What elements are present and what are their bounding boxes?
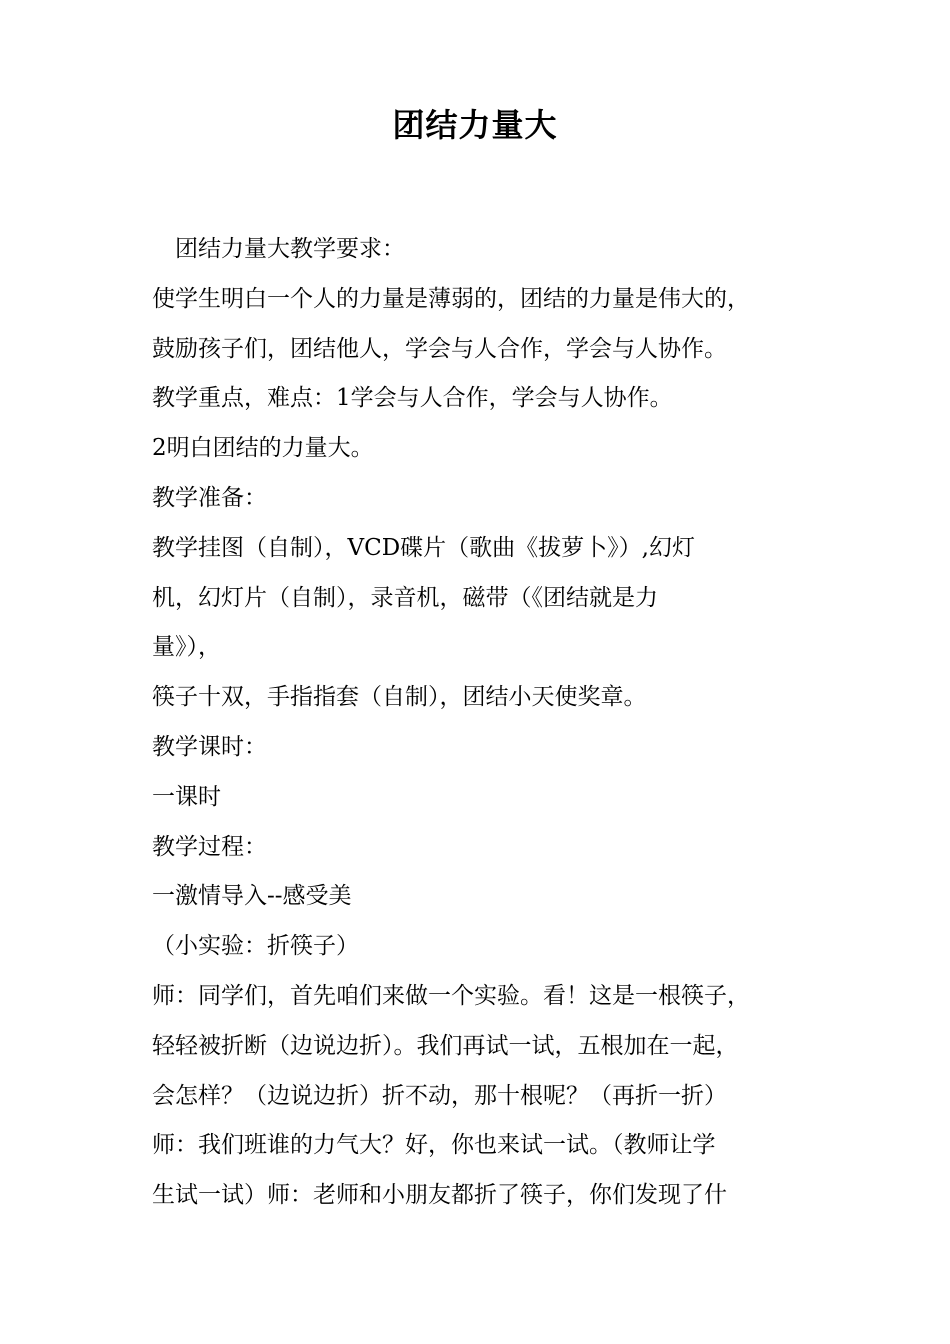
body-line: 团结力量大教学要求： [152,236,405,262]
body-line: 师：同学们，首先咱们来做一个实验。看！这是一根筷子， [152,982,750,1009]
body-line: 教学挂图（自制），VCD碟片（歌曲《拔萝卜》）,幻灯 [152,534,695,561]
body-line: （小实验：折筷子） [152,933,359,960]
body-line: 轻轻被折断（边说边折）。我们再试一试，五根加在一起， [152,1032,739,1059]
document-title: 团结力量大 [392,106,558,144]
body-line: 机，幻灯片（自制），录音机，磁带（《团结就是力 [152,584,658,611]
body-line: 教学课时： [152,733,267,760]
body-line: 2明白团结的力量大。 [152,435,374,462]
body-line: 生试一试）师：老师和小朋友都折了筷子，你们发现了什 [152,1182,727,1209]
body-line: 教学重点，难点：1学会与人合作，学会与人协作。 [152,385,673,412]
body-line: 会怎样？（边说边折）折不动，那十根呢？（再折一折） [152,1082,727,1109]
body-line: 一激情导入--感受美 [152,883,352,910]
body-line: 教学过程： [152,833,267,860]
body-line: 使学生明白一个人的力量是薄弱的，团结的力量是伟大的， [152,285,750,312]
document-body [152,225,822,1221]
body-line: 鼓励孩子们，团结他人，学会与人合作，学会与人协作。 [152,335,727,362]
body-line: 量》）， [152,634,221,661]
body-line: 筷子十双，手指指套（自制），团结小天使奖章。 [152,684,647,711]
body-line: 一课时 [152,783,221,810]
body-line: 师：我们班谁的力气大？好，你也来试一试。（教师让学 [152,1132,716,1159]
body-line: 教学准备： [152,484,267,511]
